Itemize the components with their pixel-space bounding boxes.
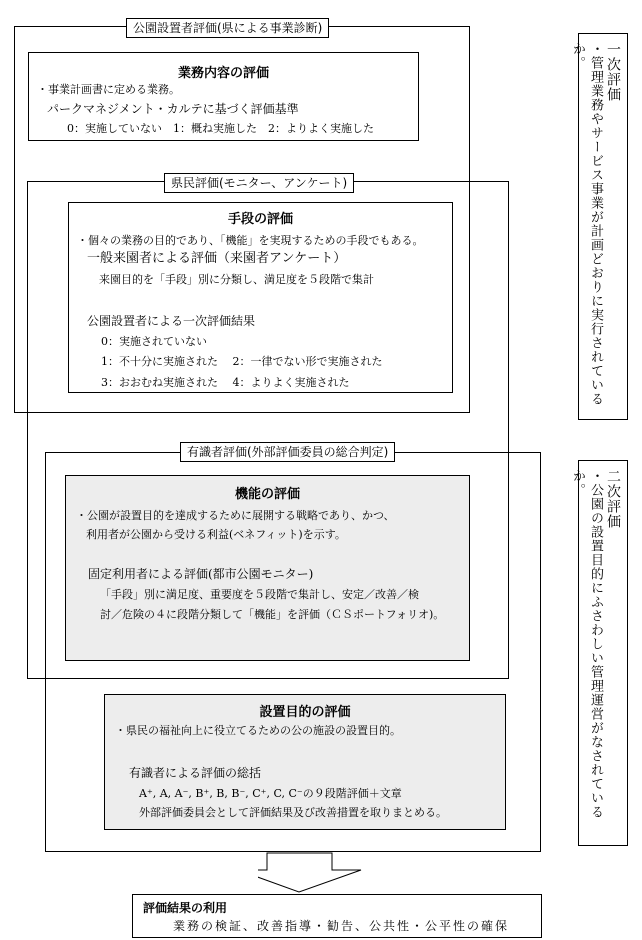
function-evaluation-line: 「手段」別に満足度、重要度を５段階で集計し、安定／改善／検: [100, 588, 419, 601]
down-arrow-icon: [258, 852, 368, 894]
business-evaluation-line: 0：実施していない 1：概ね実施した 2：よりよく実施した: [67, 122, 374, 135]
result-usage-line: 業務の検証、改善指導・勧告、公共性・公平性の確保: [173, 919, 510, 933]
second-evaluation-side-box: [570, 460, 628, 846]
function-evaluation-line: 利用者が公園から受ける利益(ベネフィット)を示す。: [86, 528, 346, 541]
business-evaluation-title: 業務内容の評価: [177, 66, 269, 81]
means-evaluation-line: ・個々の業務の目的であり、「機能」を実現するための手段でもある。: [77, 234, 424, 247]
first-evaluation-side-box: [570, 33, 628, 420]
purpose-evaluation-line: 外部評価委員会として評価結果及び改善措置を取りまとめる。: [139, 806, 447, 819]
business-evaluation-box: [28, 52, 419, 141]
second-evaluation-text: ・公園の設置目的にふさわしい管理運営がなされているか。: [570, 469, 603, 819]
business-evaluation-line: ・事業計画書に定める業務。: [37, 83, 180, 96]
function-evaluation-line: 固定利用者による評価(都市公園モニター): [88, 567, 314, 581]
means-evaluation-line: 一般来園者による評価（来園者アンケート）: [87, 251, 347, 266]
expert-evaluation-tag: 有識者評価(外部評価委員の総合判定): [180, 442, 395, 462]
purpose-evaluation-line: ・県民の福祉向上に役立てるための公の施設の設置目的。: [115, 724, 401, 737]
purpose-evaluation-title: 設置目的の評価: [259, 705, 351, 720]
function-evaluation-title: 機能の評価: [234, 487, 300, 502]
prefectural-evaluation-tag: 県民評価(モニター、アンケート): [164, 173, 354, 193]
purpose-evaluation-line: 有識者による評価の総括: [129, 766, 262, 780]
purpose-evaluation-box: [104, 694, 506, 830]
function-evaluation-line: 討／危険の４に段階分類して「機能」を評価（ＣＳポートフォリオ)。: [100, 608, 445, 621]
means-evaluation-line: 1：不十分に実施された 2：一律でない形で実施された: [101, 355, 383, 368]
business-evaluation-line: パークマネジメント・カルテに基づく評価基準: [47, 102, 299, 116]
means-evaluation-line: 0：実施されていない: [101, 335, 207, 348]
means-evaluation-line: 3：おおむね実施された 4：よりよく実施された: [101, 376, 350, 389]
first-evaluation-text: ・管理業務やサービス事業が計画どおりに実行されているか。: [570, 42, 603, 406]
means-evaluation-line: 公園設置者による一次評価結果: [87, 314, 256, 328]
result-usage-box: [132, 894, 542, 938]
second-evaluation-label: 二次評価: [605, 469, 621, 529]
result-usage-title: 評価結果の利用: [143, 901, 228, 915]
public-evaluation-tag: 公園設置者評価(県による事業診断): [126, 18, 329, 38]
means-evaluation-title: 手段の評価: [227, 212, 293, 227]
means-evaluation-box: [68, 202, 453, 393]
means-evaluation-line: 来園目的を「手段」別に分類し、満足度を５段階で集計: [99, 273, 374, 286]
function-evaluation-line: ・公園が設置目的を達成するために展開する戦略であり、かつ、: [76, 509, 395, 522]
purpose-evaluation-line: A⁺, A, A⁻, B⁺, B, B⁻, C⁺, C, C⁻の９段階評価＋文章: [139, 787, 402, 800]
first-evaluation-label: 一次評価: [605, 42, 621, 102]
function-evaluation-box: [65, 475, 470, 661]
